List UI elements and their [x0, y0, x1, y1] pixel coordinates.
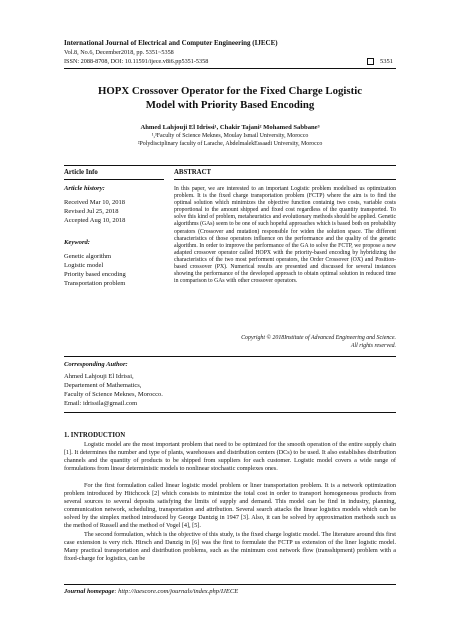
keyword-item: Logistic model	[64, 262, 104, 269]
abstract-column-rule	[174, 179, 396, 180]
rights-line: All rights reserved.	[350, 343, 396, 349]
affiliation: ²Polydisciplinary faculty of Larache, AbdelmalekEssaadi University, Morocco	[137, 141, 323, 147]
page-number-value: 5351	[380, 58, 393, 65]
corresponding-line: Ahmed Lahjouji El Idrissi,	[64, 373, 134, 380]
article-info-heading: Article Info	[64, 169, 98, 176]
info-bottom-rule	[64, 356, 396, 357]
info-top-rule	[64, 165, 396, 166]
footer-url[interactable]: : http://iaescore.com/journals/index.php/IJECE	[114, 588, 239, 595]
corresponding-rule	[64, 412, 396, 413]
issn-line: ISSN: 2088-8708, DOI: 10.11591/ijece.v8i6.pp5351-5358	[64, 58, 209, 65]
abstract-text: In this paper, we are interested to an important Logistic problem modelised us optimization problem. It is the fixed charge transportation problem (FCTP) where the aim is to find the optimal solution which minimizes the objective function containig two costs, variable costs proportional to the amount shipped and fixed cost regardless of the quantity transported. To solve this kind of problem, metaheuristics and evolutionary methods should be applied. Genetic algorithms (GAs) seem to be one of such hopeful approaches which is based both on probability operators (Crossover and mutation) responsible for widen the solution space. The different characteristics of those operators influence on the performance and the quality of the genetic algorithm. In order to improve the performance of the GA to solve the FCTP, we propose a new adapted crossover operator called HOPX with the priority-based encoding by hybridizing the characteristics of the two most performent operators, the Order Crossover (OX) and Position-based crossover (PX). Numerical results are presented and discussed for several instances showing the performance of the developed approach to obtain optimal solution in reduced time in comparison to GAs with other crossover operators.	[174, 186, 396, 285]
corresponding-line: Faculty of Science Meknes, Morocco.	[64, 391, 163, 398]
author-list: Ahmed Lahjouji El Idrissi¹, Chakir Tajani² Mohamed Sabbane³	[140, 124, 320, 131]
footer-rule	[64, 584, 396, 585]
history-item: Received Mar 10, 2018	[64, 199, 126, 206]
paper-title	[64, 84, 396, 112]
history-item: Accepted Aug 10, 2018	[64, 217, 126, 224]
corresponding-label: Corresponding Author:	[64, 361, 128, 368]
keyword-item: Priority based encoding	[64, 271, 126, 278]
abstract-heading: ABSTRACT	[174, 169, 212, 176]
keyword-item: Transportation problem	[64, 280, 126, 287]
page-number	[367, 58, 393, 65]
journal-footer	[64, 588, 238, 595]
info-column-rule	[64, 179, 164, 180]
keyword-item: Genetic algorithm	[64, 253, 112, 260]
body-paragraph: For the first formulation called linear logistic model problem or liner transportation problem. It is a network optimization problem introduced by Hitchcock [2] which consists to minimize the total cost in order to transport homogeneous products from several sources to several deposits satisfying the limits of supply and demand. This model can be find in industry, planning, communication network, scheduling, transportation and attribution. Several search attacks the linear logistics models which can be solved by the simplex method introduced by George Dantzig in 1947 [3]. Also, it can be solved by approximation methods such us the method of Russell and the method of Vogel [4], [5].	[64, 482, 396, 530]
affiliation: ¹,³Faculty of Science Meknes, Moulay Ismail University, Morocco	[151, 133, 309, 139]
square-icon	[367, 58, 374, 65]
footer-label: Journal homepage	[64, 588, 115, 595]
corresponding-email: Email: idrissila@gmail.com	[64, 400, 138, 407]
section-heading: 1. INTRODUCTION	[64, 432, 126, 439]
body-paragraph: Logistic model are the most important problem that need to be optimized for the smooth operation of the entire supply chain [1]. It determines the number and type of plants, warehouses and distribution centers (DCs) to be used. It also establishes distribution channels and the quantity of products to be shipped from suppliers for each customer. Logistic model covers a wide range of formulations from linear deterministic models to nonlinear stochastic complexes ones.	[64, 441, 396, 473]
title-line: Model with Priority Based Encoding	[145, 99, 315, 111]
volume-line: Vol.8, No.6, December2018, pp. 5351~5358	[64, 49, 174, 56]
copyright-line: Copyright © 2018Institute of Advanced Engineering and Science.	[241, 335, 396, 341]
title-line: HOPX Crossover Operator for the Fixed Charge Logistic	[98, 85, 362, 97]
history-label: Article history:	[64, 185, 105, 192]
body-paragraph: The second formulation, which is the objective of this study, is the fixed charge logistic model. The literature around this first case extension is very rich. Hirsch and Danzig in [6] was the first to formulate the FCTP us extension of the liner logistic model. Many practical transportation and distribution problems, such as the minimum cost network flow (transshipment) problem with a fixed-charge for logistics, can be	[64, 531, 396, 563]
header-rule	[64, 68, 396, 69]
history-item: Revised Jul 25, 2018	[64, 208, 119, 215]
keyword-label: Keyword:	[64, 239, 91, 246]
corresponding-line: Departement of Mathematics,	[64, 382, 142, 389]
journal-name: International Journal of Electrical and Computer Engineering (IJECE)	[64, 39, 278, 47]
